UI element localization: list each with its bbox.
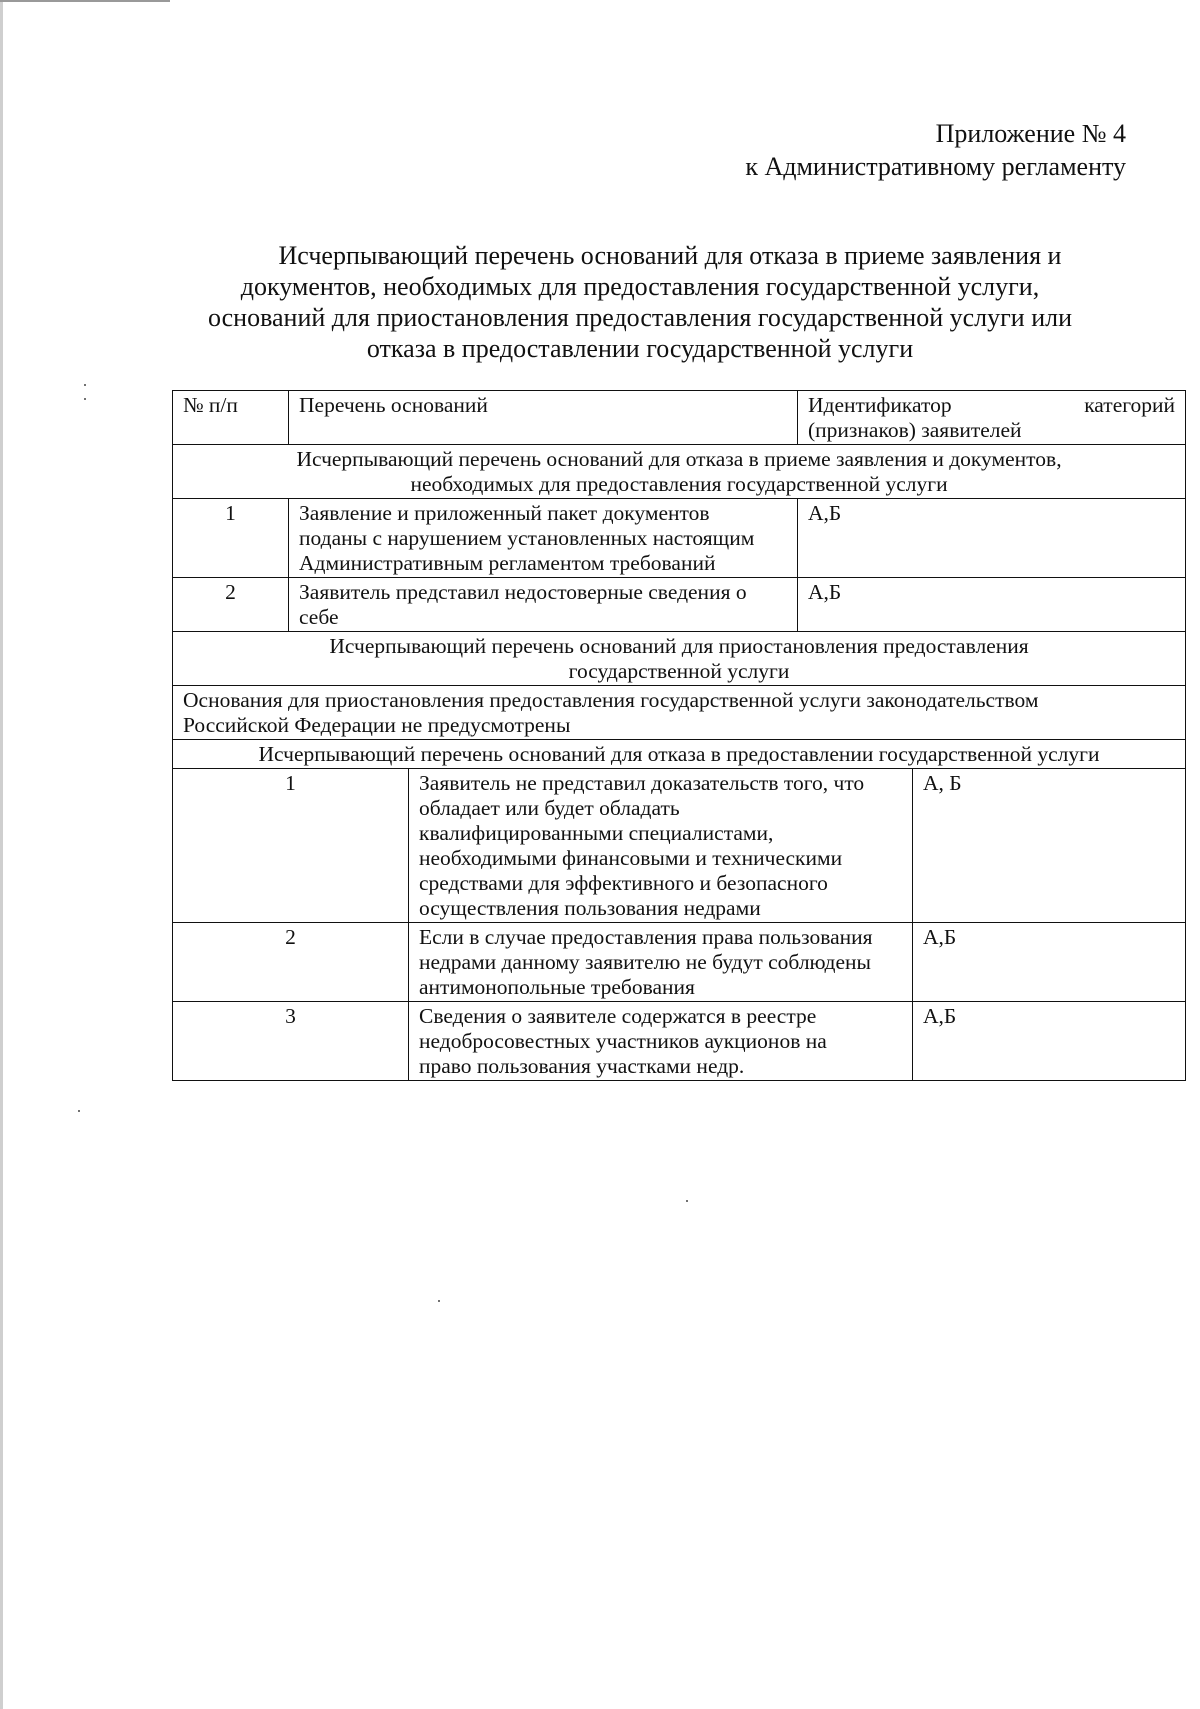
- scan-speck: [84, 398, 86, 400]
- reason-line: антимонопольные требования: [419, 975, 695, 999]
- row-number: 3: [173, 1002, 409, 1081]
- reason-line: осуществления пользования недрами: [419, 896, 761, 920]
- row-number: 1: [173, 769, 409, 923]
- section-title: [173, 632, 1186, 686]
- row-reason: [289, 578, 798, 632]
- document-title: [140, 240, 1140, 364]
- header-reasons: Перечень оснований: [289, 391, 798, 445]
- reason-line: недобросовестных участников аукционов на: [419, 1029, 827, 1053]
- header-num: № п/п: [173, 391, 289, 445]
- reason-line: себе: [299, 605, 339, 629]
- scan-speck: [78, 1110, 80, 1112]
- section-title-row: [173, 740, 1186, 769]
- reasons-table: [172, 390, 1186, 1081]
- title-line: Исчерпывающий перечень оснований для отказа в приеме заявления и: [278, 241, 1062, 270]
- header-identifier-word: категорий: [1084, 393, 1176, 417]
- section-title-line: необходимых для предоставления государственной услуги: [410, 472, 948, 496]
- row-number: 1: [173, 499, 289, 578]
- header-identifier: [798, 391, 1186, 445]
- reason-line: обладает или будет обладать: [419, 796, 680, 820]
- reason-line: Административным регламентом требований: [299, 551, 716, 575]
- header-identifier-line: (признаков) заявителей: [808, 418, 1022, 442]
- scan-edge: [0, 0, 170, 2]
- section-note-line: Основания для приостановления предоставления государственной услуги законодательством: [183, 688, 1039, 712]
- scan-edge: [0, 0, 3, 1709]
- table-row: [173, 499, 1186, 578]
- row-identifier: А,Б: [798, 578, 1186, 632]
- reason-line: Если в случае предоставления права пользования: [419, 925, 873, 949]
- reason-line: Заявитель не представил доказательств того, что: [419, 771, 865, 795]
- section-note-row: [173, 686, 1186, 740]
- section-title: Исчерпывающий перечень оснований для отказа в предоставлении государственной услуги: [173, 740, 1186, 769]
- row-identifier: А,Б: [913, 1002, 1186, 1081]
- row-reason: [409, 1002, 913, 1081]
- row-identifier: А,Б: [913, 923, 1186, 1002]
- row-reason: [289, 499, 798, 578]
- section-note: [173, 686, 1186, 740]
- table-row: [173, 1002, 1186, 1081]
- row-number: 2: [173, 578, 289, 632]
- title-line: отказа в предоставлении государственной услуги: [366, 334, 914, 363]
- section-title-line: государственной услуги: [568, 659, 790, 683]
- section-title: [173, 445, 1186, 499]
- appendix-reference: к Административному регламенту: [745, 152, 1126, 181]
- title-line: оснований для приостановления предоставления государственной услуги или: [207, 303, 1073, 332]
- table-header-row: [173, 391, 1186, 445]
- reason-line: средствами для эффективного и безопасного: [419, 871, 828, 895]
- table-row: [173, 923, 1186, 1002]
- row-identifier: А,Б: [798, 499, 1186, 578]
- reason-line: квалифицированными специалистами,: [419, 821, 774, 845]
- reason-line: Сведения о заявителе содержатся в реестре: [419, 1004, 817, 1028]
- scan-speck: [686, 1200, 688, 1202]
- scan-speck: [84, 384, 86, 386]
- reason-line: недрами данному заявителю не будут соблюдены: [419, 950, 871, 974]
- section-title-row: [173, 445, 1186, 499]
- reason-line: право пользования участками недр.: [419, 1054, 745, 1078]
- header-identifier-word: Идентификатор: [808, 393, 952, 417]
- section-title-line: Исчерпывающий перечень оснований для приостановления предоставления: [329, 634, 1029, 658]
- table-row: [173, 578, 1186, 632]
- reason-line: поданы с нарушением установленных настоящим: [299, 526, 755, 550]
- scan-speck: [438, 1300, 440, 1302]
- row-reason: [409, 769, 913, 923]
- row-identifier: А, Б: [913, 769, 1186, 923]
- section-note-line: Российской Федерации не предусмотрены: [183, 713, 571, 737]
- section-title-row: [173, 632, 1186, 686]
- section-title-line: Исчерпывающий перечень оснований для отказа в приеме заявления и документов,: [296, 447, 1062, 471]
- reason-line: Заявление и приложенный пакет документов: [299, 501, 710, 525]
- row-number: 2: [173, 923, 409, 1002]
- table-row: [173, 769, 1186, 923]
- row-reason: [409, 923, 913, 1002]
- appendix-number: Приложение № 4: [935, 119, 1126, 148]
- appendix-header: [745, 117, 1126, 183]
- title-line: документов, необходимых для предоставления государственной услуги,: [240, 272, 1040, 301]
- reason-line: Заявитель представил недостоверные сведения о: [299, 580, 747, 604]
- reason-line: необходимыми финансовыми и техническими: [419, 846, 843, 870]
